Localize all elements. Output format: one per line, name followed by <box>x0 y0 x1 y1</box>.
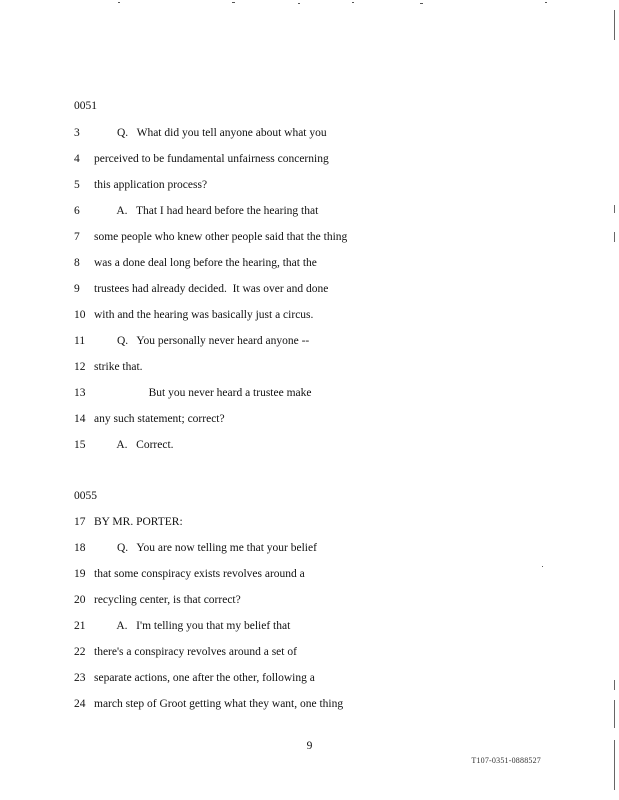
scan-speck <box>352 2 354 3</box>
scan-speck <box>232 2 235 3</box>
page-number: 9 <box>306 740 313 752</box>
scan-edge-mark <box>614 700 615 728</box>
transcript-line <box>74 696 343 712</box>
line-number: 6 <box>74 205 80 217</box>
transcript-line <box>74 281 328 297</box>
line-number: 9 <box>74 283 80 295</box>
transcript-line <box>74 540 317 556</box>
scan-speck <box>118 2 120 3</box>
line-text: strike that. <box>94 361 143 373</box>
line-text: A. That I had heard before the hearing that <box>94 205 319 217</box>
page-reference: 0051 <box>74 100 97 112</box>
scan-speck <box>545 2 547 3</box>
line-text: perceived to be fundamental unfairness concerning <box>94 153 329 165</box>
line-number: 4 <box>74 153 80 165</box>
page-reference: 0055 <box>74 490 97 502</box>
line-text: any such statement; correct? <box>94 413 225 425</box>
line-text: separate actions, one after the other, following a <box>94 672 315 684</box>
scan-speck <box>420 3 423 4</box>
line-number: 10 <box>74 309 86 321</box>
line-text: some people who knew other people said that the thing <box>94 231 348 243</box>
scan-edge-mark <box>614 205 615 213</box>
line-text: A. I'm telling you that my belief that <box>94 620 291 632</box>
transcript-line <box>74 618 290 634</box>
scan-edge-mark <box>614 10 615 40</box>
transcript-line <box>74 333 309 349</box>
line-text: trustees had already decided. It was over and done <box>94 283 329 295</box>
line-text: with and the hearing was basically just a circus. <box>94 309 314 321</box>
transcript-line <box>74 255 317 271</box>
line-number: 7 <box>74 231 80 243</box>
line-text: A. Correct. <box>94 439 174 451</box>
transcript-line <box>74 670 315 686</box>
transcript-line <box>74 125 327 141</box>
line-text: Q. You are now telling me that your belief <box>94 542 317 554</box>
transcript-line <box>74 437 174 453</box>
line-number: 19 <box>74 568 86 580</box>
line-text: recycling center, is that correct? <box>94 594 241 606</box>
scan-edge-mark <box>614 232 615 242</box>
scan-edge-mark <box>614 680 615 690</box>
bates-number: T107-0351-0888527 <box>471 756 541 765</box>
transcript-line <box>74 514 183 530</box>
transcript-line <box>74 644 297 660</box>
line-number: 17 <box>74 516 86 528</box>
transcript-line <box>74 566 305 582</box>
transcript-line <box>74 203 318 219</box>
line-text: was a done deal long before the hearing, that the <box>94 257 317 269</box>
line-number: 24 <box>74 698 86 710</box>
line-number: 23 <box>74 672 86 684</box>
transcript-line <box>74 592 241 608</box>
line-number: 8 <box>74 257 80 269</box>
scan-speck <box>542 566 543 567</box>
line-text: But you never heard a trustee make <box>94 387 312 399</box>
line-number: 22 <box>74 646 86 658</box>
line-number: 3 <box>74 127 80 139</box>
line-text: this application process? <box>94 179 208 191</box>
transcript-line <box>74 307 313 323</box>
line-number: 13 <box>74 387 86 399</box>
transcript-line <box>74 359 143 375</box>
line-text: there's a conspiracy revolves around a set of <box>94 646 297 658</box>
line-text: march step of Groot getting what they want, one thing <box>94 698 344 710</box>
transcript-line <box>74 385 311 401</box>
line-text: Q. You personally never heard anyone -- <box>94 335 310 347</box>
line-number: 14 <box>74 413 86 425</box>
line-number: 11 <box>74 335 86 347</box>
transcript-line <box>74 151 329 167</box>
line-number: 21 <box>74 620 86 632</box>
line-number: 12 <box>74 361 86 373</box>
transcript-line <box>74 177 207 193</box>
line-number: 18 <box>74 542 86 554</box>
scan-speck <box>298 3 300 4</box>
transcript-line <box>74 411 225 427</box>
line-text: that some conspiracy exists revolves around a <box>94 568 305 580</box>
line-number: 15 <box>74 439 86 451</box>
line-text: BY MR. PORTER: <box>94 516 183 528</box>
line-number: 5 <box>74 179 80 191</box>
transcript-line <box>74 229 347 245</box>
line-text: Q. What did you tell anyone about what you <box>94 127 327 139</box>
line-number: 20 <box>74 594 86 606</box>
